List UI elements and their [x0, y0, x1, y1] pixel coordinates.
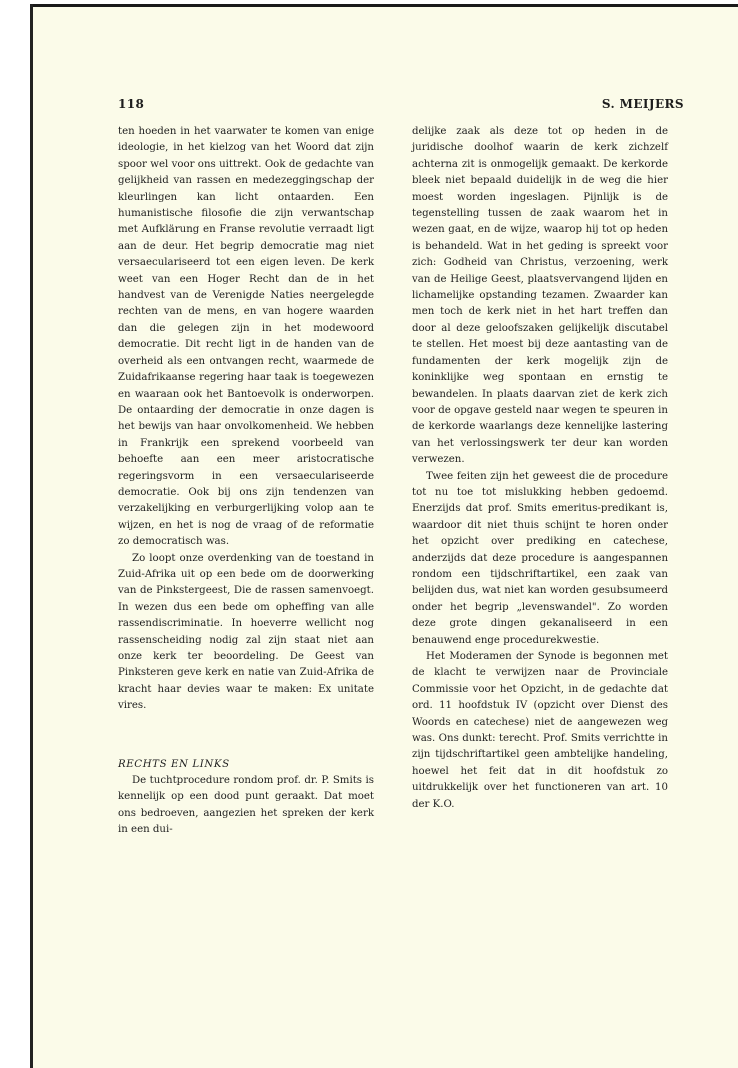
- page-number: 118: [118, 97, 145, 111]
- scan-left-edge: [30, 4, 33, 1068]
- right-column: [412, 124, 668, 813]
- paragraph: delijke zaak als deze tot op heden in de juridische doolhof waarin de kerk zichzelf achterna zit is onmogelijk gemaakt. De kerkorde bleek niet bepaald duidelijk in de weg die hier moest worden ingeslagen. Pijnlijk is de tegenstelling tussen de zaak waarom het in wezen gaat, en de wijze, waarop hij tot op heden is behandeld. Wat in het geding is spreekt voor zich: Godheid van Christus, verzoening, werk van de Heilige Geest, plaatsvervangend lijden en lichamelijke opstanding tezamen. Zwaarder kan men toch de kerk niet in het hart treffen dan door al deze geloofszaken gelijkelijk discutabel te stellen. Het moest bij deze aantasting van de fundamenten der kerk mogelijk zijn de koninklijke weg spontaan en ernstig te bewandelen. In plaats daarvan ziet de kerk zich voor de opgave gesteld naar wegen te speuren in de kerkorde waarlangs deze kennelijke lastering van het verlossingswerk ter deur kan worden verwezen.: [412, 126, 668, 466]
- running-header: [118, 97, 684, 111]
- paragraph: De tuchtprocedure rondom prof. dr. P. Smits is kennelijk op een dood punt geraakt. Dat moet ons bedroeven, aangezien het spreken der kerk in een dui-: [118, 775, 374, 836]
- paragraph: Zo loopt onze overdenking van de toestand in Zuid-Afrika uit op een bede om de doorwerking van de Pinkstergeest, Die de rassen samenvoegt. In wezen dus een bede om opheffing van alle rassendiscriminatie. In hoeverre wellicht nog rassenscheiding nodig zal zijn staat niet aan onze kerk ter beoordeling. De Geest van Pinksteren geve kerk en natie van Zuid-Afrika de kracht haar devies waar te maken: Ex unitate vires.: [118, 552, 374, 712]
- section-heading: RECHTS EN LINKS: [118, 758, 230, 770]
- left-column: [118, 124, 374, 839]
- running-head-author: S. MEIJERS: [601, 97, 684, 111]
- paragraph: ten hoeden in het vaarwater te komen van enige ideologie, in het kielzog van het Woord dat zijn spoor wel voor ons uittrekt. Ook de gedachte van gelijkheid van rassen en medezeggingschap der kleurlingen kan licht ontaarden. Een humanistische filosofie die zijn verwantschap met Aufklärung en Franse revolutie verraadt ligt aan de deur. Het begrip democratie mag niet versaeculariseerd tot een eigen leven. De kerk weet van een Hoger Recht dan de in het handvest van de Verenigde Naties neergelegde rechten van de mens, en van hogere waarden dan die gelegen zijn in het modewoord democratie. Dit recht ligt in de handen van de overheid als een ontvangen recht, waarmede de Zuidafrikaanse regering haar taak is toegewezen en waaraan ook het Bantoevolk is onderworpen. De ontaarding der democratie in onze dagen is het bewijs van haar onvolkomenheid. We hebben in Frankrijk een sprekend voorbeeld van behoefte aan een meer aristocratische regeringsvorm in een versaeculariseerde democratie. Ook bij ons zijn tendenzen van verzakelijking en verburgerlijking volop aan te wijzen, en het is nog de vraag of de reformatie zo democratisch was.: [118, 126, 374, 548]
- paragraph: Twee feiten zijn het geweest die de procedure tot nu toe tot mislukking hebben gedoemd. Enerzijds dat prof. Smits emeritus-predikant is, waardoor dit niet thuis schijnt te horen onder het opzicht over prediking en catechese, anderzijds dat deze procedure is aangespannen rondom een tijdschriftartikel, een zaak van belijden dus, wat niet kan worden gesubsumeerd onder het begrip „levenswandel". Zo worden deze grote dingen gekanaliseerd in een benauwend enge procedurekwestie.: [412, 470, 668, 646]
- scan-top-edge: [30, 4, 738, 7]
- paragraph: Het Moderamen der Synode is begonnen met de klacht te verwijzen naar de Provinciale Commissie voor het Opzicht, in de gedachte dat ord. 11 hoofdstuk IV (opzicht over Dienst des Woords en catechese) niet de aangewezen weg was. Ons dunkt: terecht. Prof. Smits verrichtte in zijn tijdschriftartikel geen ambtelijke handeling, hoewel het feit dat in dit hoofdstuk zo uitdrukkelijk over het functioneren van art. 10 der K.O.: [412, 651, 668, 810]
